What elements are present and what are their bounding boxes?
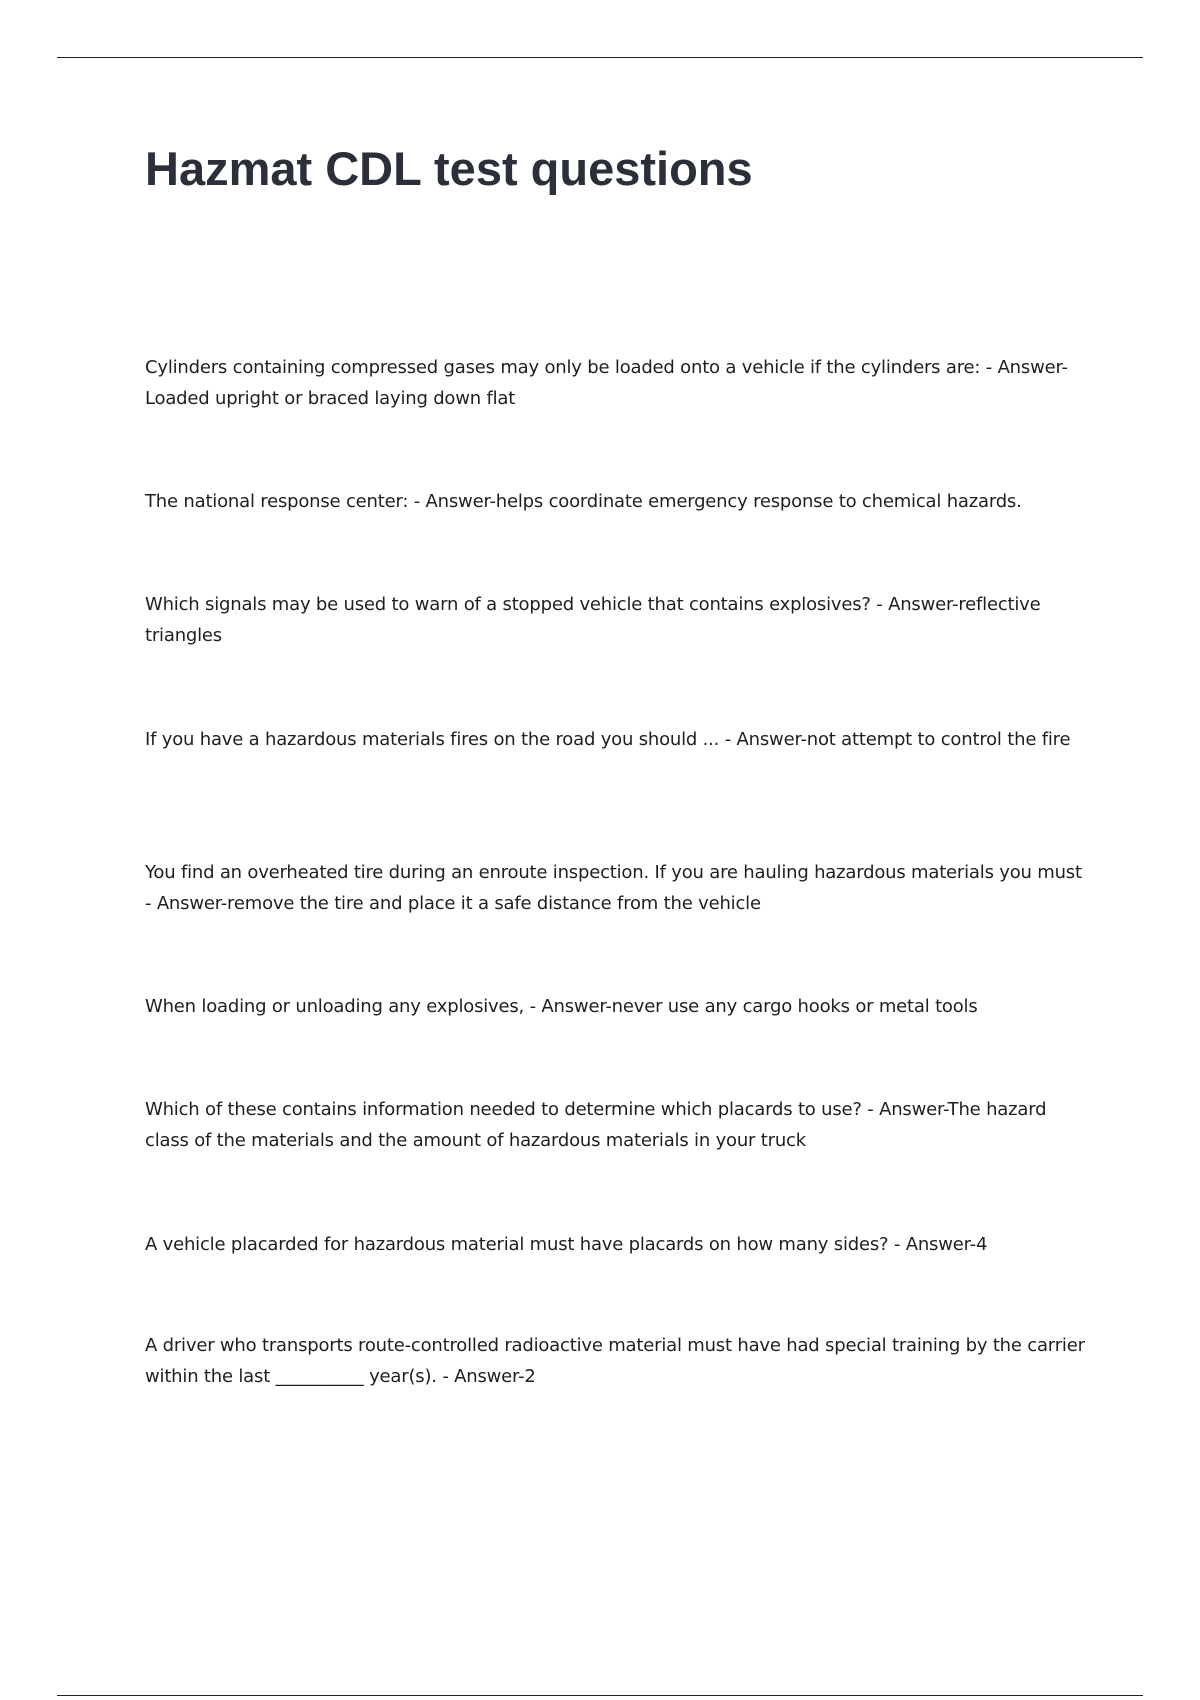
qa-item-4: If you have a hazardous materials fires on the road you should ... - Answer-not attempt to control the fire bbox=[145, 729, 1071, 750]
bottom-divider bbox=[57, 1695, 1143, 1696]
qa-item-8: A vehicle placarded for hazardous material must have placards on how many sides? - Answer-4 bbox=[145, 1234, 988, 1255]
qa-item-6: When loading or unloading any explosives, - Answer-never use any cargo hooks or metal tools bbox=[145, 996, 978, 1017]
qa-item-9: A driver who transports route-controlled radioactive material must have had special training by the carrier within the last __________ year(s). - Answer-2 bbox=[145, 1335, 1085, 1387]
qa-item-3: Which signals may be used to warn of a stopped vehicle that contains explosives? - Answer-reflective triangles bbox=[145, 594, 1041, 646]
qa-item-5: You find an overheated tire during an enroute inspection. If you are hauling hazardous materials you must - Answer-remove the tire and place it a safe distance from the vehicle bbox=[145, 862, 1082, 914]
qa-item-2: The national response center: - Answer-helps coordinate emergency response to chemical hazards. bbox=[145, 491, 1022, 512]
qa-item-1: Cylinders containing compressed gases may only be loaded onto a vehicle if the cylinders are: - Answer-Loaded upright or braced laying down flat bbox=[145, 357, 1068, 409]
qa-item-7: Which of these contains information needed to determine which placards to use? - Answer-The hazard class of the materials and the amount of hazardous materials in your truck bbox=[145, 1099, 1047, 1151]
top-divider bbox=[57, 57, 1143, 58]
document-title: Hazmat CDL test questions bbox=[145, 142, 753, 195]
